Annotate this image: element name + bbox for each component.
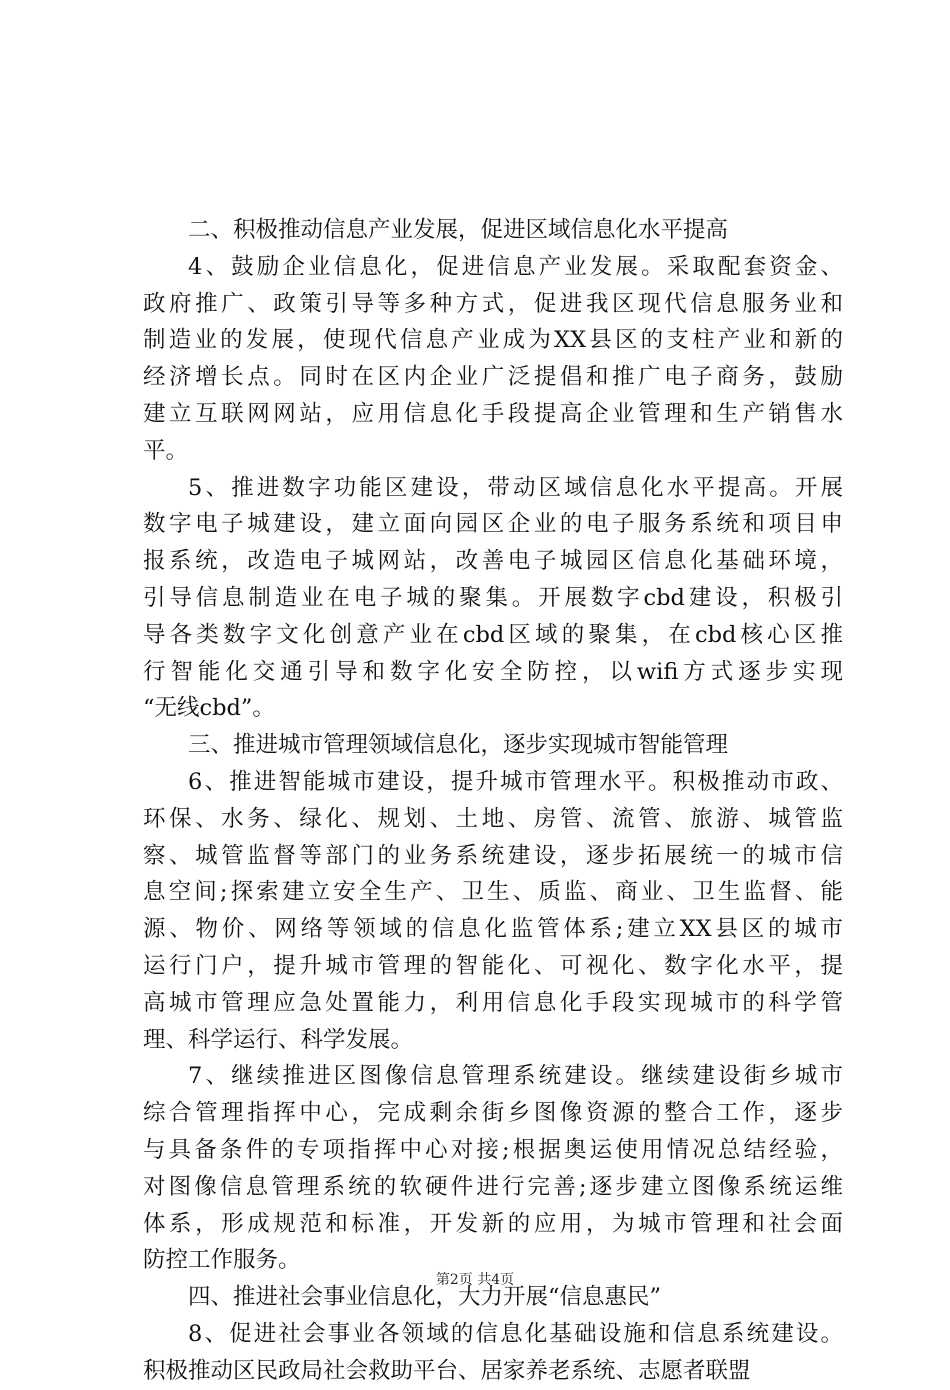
paragraph-line: 息空间;探索建立安全生产、卫生、质监、商业、卫生监督、能 <box>143 879 843 906</box>
page-number-footer: 第2页 共4页 <box>435 1272 515 1288</box>
paragraph-line: 6、推进智能城市建设，提升城市管理水平。积极推动市政、 <box>188 768 843 795</box>
body-paragraph <box>143 470 843 728</box>
paragraph-line: 源、物价、网络等领域的信息化监管体系;建立XX县区的城市 <box>143 916 843 943</box>
paragraph-line: 防控工作服务。 <box>143 1247 301 1274</box>
paragraph-line: 与具备条件的专项指挥中心对接;根据奥运使用情况总结经验， <box>143 1136 843 1163</box>
paragraph-line: “无线cbd”。 <box>143 695 275 722</box>
paragraph-line: 数字电子城建设，建立面向园区企业的电子服务系统和项目申 <box>143 511 843 538</box>
body-paragraph <box>143 1316 843 1390</box>
body-paragraph <box>143 249 843 470</box>
paragraph-line: 制造业的发展，使现代信息产业成为XX县区的支柱产业和新的 <box>143 327 843 354</box>
paragraph-line: 经济增长点。同时在区内企业广泛提倡和推广电子商务，鼓励 <box>143 364 843 391</box>
heading-text: 二、积极推动信息产业发展，促进区域信息化水平提高 <box>188 217 729 243</box>
paragraph-line: 5、推进数字功能区建设，带动区域信息化水平提高。开展 <box>188 474 843 501</box>
heading-text: 四、推进社会事业信息化，大力开展“信息惠民” <box>188 1284 662 1311</box>
paragraph-line: 行智能化交通引导和数字化安全防控，以wifi方式逐步实现 <box>143 658 843 685</box>
document-body <box>143 212 843 1390</box>
paragraph-line: 察、城管监督等部门的业务系统建设，逐步拓展统一的城市信 <box>143 842 843 869</box>
paragraph-line: 环保、水务、绿化、规划、土地、房管、流管、旅游、城管监 <box>143 805 843 832</box>
paragraph-line: 导各类数字文化创意产业在cbd区域的聚集，在cbd核心区推 <box>143 621 843 648</box>
heading-text: 三、推进城市管理领域信息化，逐步实现城市智能管理 <box>188 732 729 759</box>
section-heading <box>143 727 843 764</box>
paragraph-line: 积极推动区民政局社会救助平台、居家养老系统、志愿者联盟 <box>143 1357 751 1384</box>
paragraph-line: 政府推广、政策引导等多种方式，促进我区现代信息服务业和 <box>143 290 843 317</box>
paragraph-line: 8、促进社会事业各领域的信息化基础设施和信息系统建设。 <box>188 1320 843 1347</box>
paragraph-line: 4、鼓励企业信息化，促进信息产业发展。采取配套资金、 <box>188 253 843 280</box>
paragraph-line: 理、科学运行、科学发展。 <box>143 1026 414 1053</box>
paragraph-line: 平。 <box>143 437 189 464</box>
paragraph-line: 7、继续推进区图像信息管理系统建设。继续建设街乡城市 <box>188 1063 843 1090</box>
paragraph-line: 体系，形成规范和标准，开发新的应用，为城市管理和社会面 <box>143 1210 843 1237</box>
body-paragraph <box>143 1058 843 1279</box>
paragraph-line: 运行门户，提升城市管理的智能化、可视化、数字化水平，提 <box>143 952 843 979</box>
body-paragraph <box>143 764 843 1058</box>
paragraph-line: 高城市管理应急处置能力，利用信息化手段实现城市的科学管 <box>143 989 843 1016</box>
paragraph-line: 引导信息制造业在电子城的聚集。开展数字cbd建设，积极引 <box>143 584 843 611</box>
paragraph-line: 建立互联网网站，应用信息化手段提高企业管理和生产销售水 <box>143 400 843 427</box>
paragraph-line: 综合管理指挥中心，完成剩余街乡图像资源的整合工作，逐步 <box>143 1100 843 1127</box>
paragraph-line: 对图像信息管理系统的软硬件进行完善;逐步建立图像系统运维 <box>143 1173 843 1200</box>
section-heading <box>143 212 843 249</box>
paragraph-line: 报系统，改造电子城网站，改善电子城园区信息化基础环境， <box>143 548 843 575</box>
